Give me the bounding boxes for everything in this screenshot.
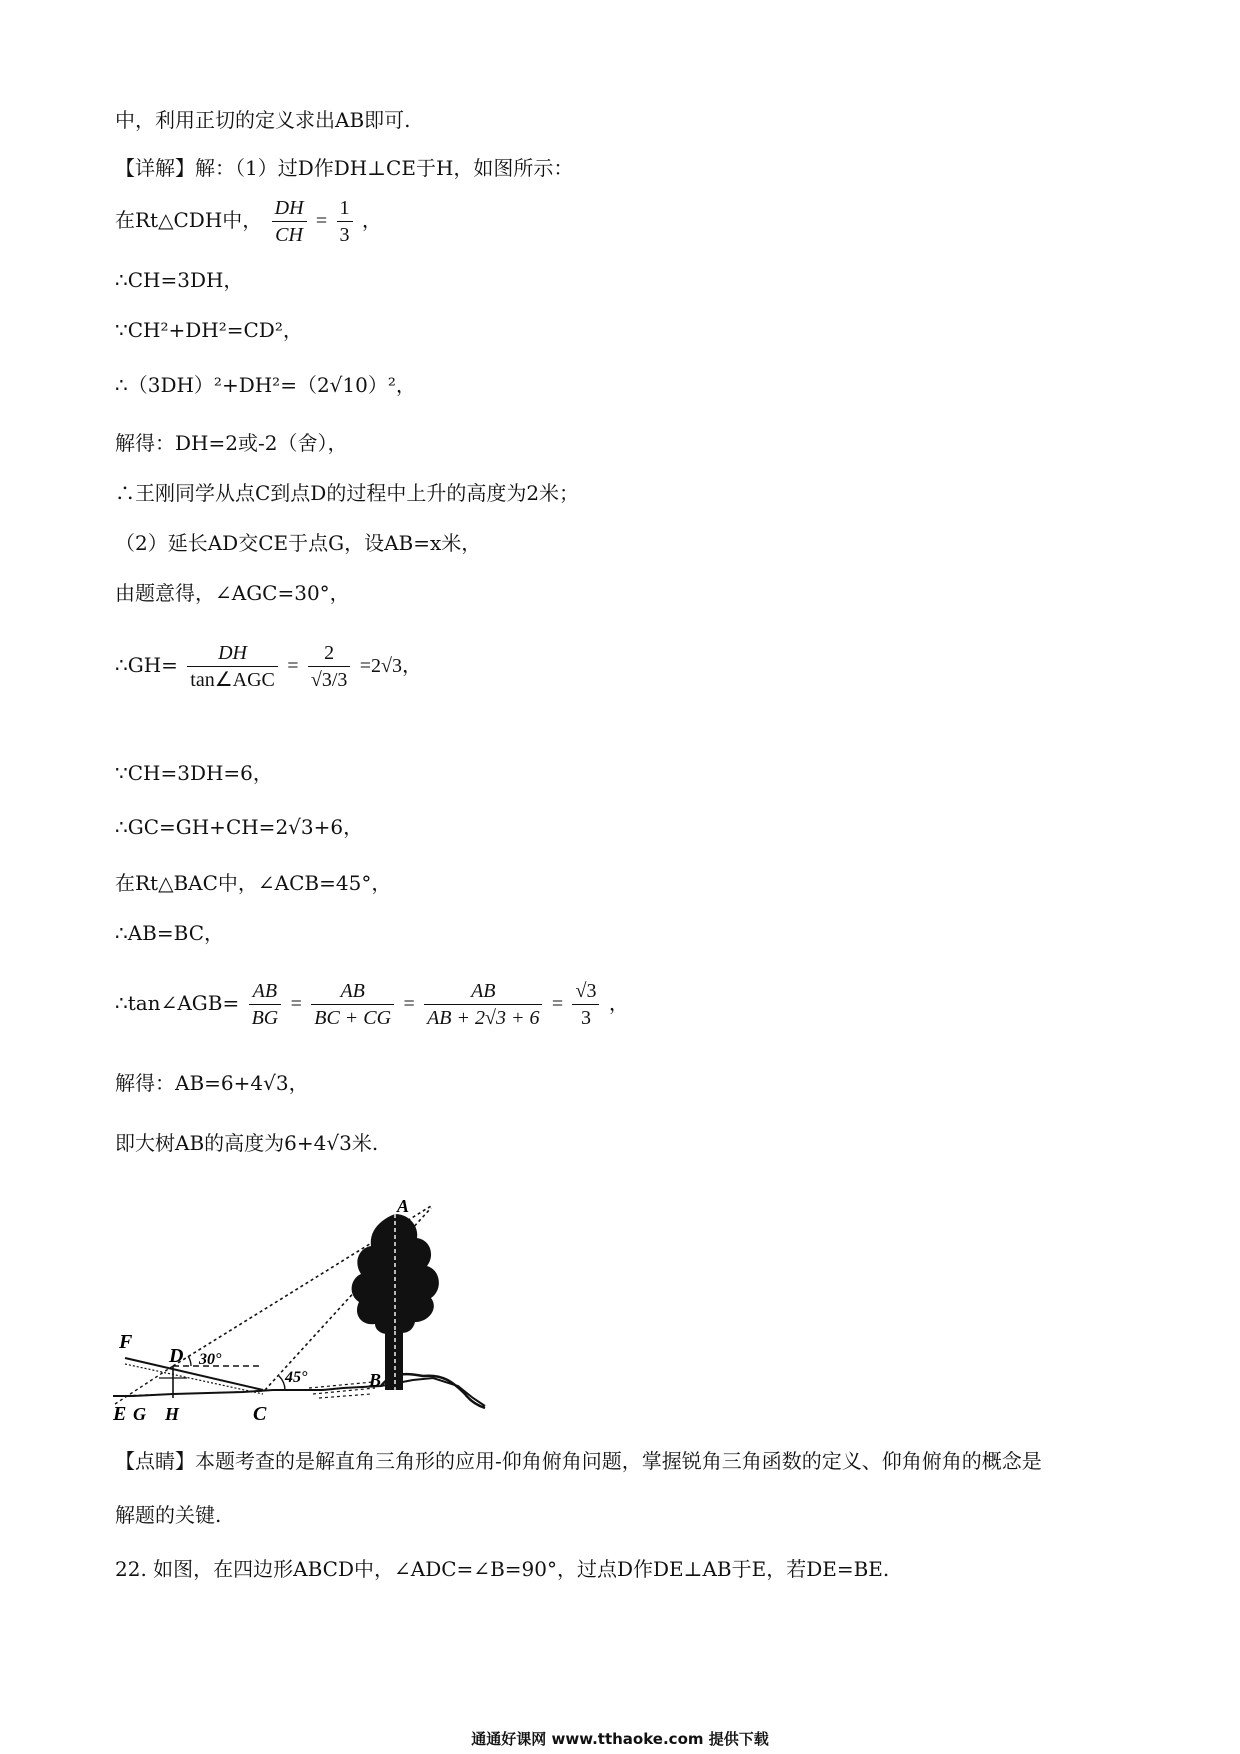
fraction-ab-ab-plus [424,978,542,1031]
fraction-numerator: AB [424,978,542,1005]
text-line-12 [115,758,273,788]
fraction-denominator: √3/3 [310,669,348,691]
line-13-text: ∴GC=GH+CH=2√3+6， [115,815,364,839]
text-line-18 [115,1128,378,1158]
fraction-numerator: 1 [337,195,353,222]
slope-line [125,1358,263,1390]
fraction-numerator: 2 [308,640,351,667]
line-ge [115,1366,173,1404]
comma: ， [608,991,629,1015]
line-3-prefix: 在Rt△CDH中， [115,208,263,232]
angle-arc-d [188,1356,191,1366]
line-19-text: 【点睛】本题考查的是解直角三角形的应用-仰角俯角问题，掌握锐角三角函数的定义、仰角俯角的概念是 [115,1449,1042,1473]
page-footer [0,1728,1240,1749]
text-line-3 [115,195,382,248]
footer-text: 通通好课网 www.tthaoke.com 提供下载 [471,1730,769,1748]
text-line-14 [115,868,391,898]
fraction-ab-bc-cg [311,978,394,1031]
text-line-1 [115,105,411,135]
tree-elevation-diagram [113,1198,493,1428]
text-line-16 [115,978,629,1031]
fraction-dh-ch [272,195,307,248]
label-b: B [369,1370,382,1390]
text-line-11 [115,640,422,693]
text-line-4 [115,265,243,295]
fraction-ab-bg [249,978,282,1031]
line-8-text: ∴王刚同学从点C到点D的过程中上升的高度为2米； [115,481,580,505]
line-20-text: 解题的关键. [115,1503,222,1527]
line-7-text: 解得：DH=2或-2（舍）， [115,431,348,455]
fraction-numerator: AB [249,978,282,1005]
label-d: D [169,1345,184,1367]
equals-sign: = [403,993,415,1015]
angle-label-c: 45° [285,1369,308,1386]
text-line-6 [115,370,416,400]
fraction-numerator: AB [311,978,394,1005]
fraction-root3-3 [572,978,599,1031]
fraction-denominator: CH [275,224,303,246]
fraction-denominator: 3 [580,1007,591,1029]
text-line-8 [115,478,579,508]
line-12-text: ∵CH=3DH=6， [115,761,273,785]
text-line-21 [115,1554,889,1584]
text-line-9 [115,528,481,558]
text-line-19 [115,1446,1042,1476]
fraction-denominator: AB + 2√3 + 6 [427,1007,540,1029]
text-line-10 [115,578,350,608]
line-9-text: （2）延长AD交CE于点G，设AB=x米， [115,531,482,555]
fraction-numerator: DH [187,640,278,667]
line-11-result: =2√3， [359,655,423,677]
line-5-text: ∵CH²+DH²=CD²， [115,318,303,342]
line-4-text: ∴CH=3DH， [115,268,244,292]
text-line-20 [115,1500,221,1530]
fraction-two-over-root3-3 [308,640,351,693]
label-c: C [253,1403,267,1425]
fraction-denominator: tan∠AGC [190,669,275,691]
line-10-text: 由题意得，∠AGC=30°， [115,581,350,605]
line-14-text: 在Rt△BAC中，∠ACB=45°， [115,871,392,895]
text-line-5 [115,315,303,345]
line-2-text: 【详解】解：（1）过D作DH⊥CE于H，如图所示： [115,156,574,180]
label-a: A [397,1198,410,1216]
line-6-text: ∴（3DH）²+DH²=（2√10）²， [115,373,416,397]
line-16-prefix: ∴tan∠AGB= [115,991,240,1015]
fraction-numerator: √3 [572,978,599,1005]
text-line-13 [115,812,363,842]
text-line-2 [115,153,573,183]
fraction-denominator: BC + CG [314,1007,392,1029]
equals-sign: = [551,993,564,1015]
comma: ， [361,208,382,232]
line-15-text: ∴AB=BC， [115,921,224,945]
text-line-7 [115,428,347,458]
fraction-numerator: DH [272,195,307,222]
equals-sign: = [315,210,328,232]
line-1-text: 中，利用正切的定义求出AB即可. [115,108,411,132]
equals-sign: = [290,993,302,1015]
equals-sign: = [287,655,299,677]
label-f: F [119,1331,133,1353]
line-11-prefix: ∴GH= [115,653,178,677]
label-e: E [113,1403,127,1425]
line-21-text: 22. 如图，在四边形ABCD中，∠ADC=∠B=90°，过点D作DE⊥AB于E，若DE=BE. [115,1557,890,1581]
fraction-denominator: 3 [339,224,350,246]
line-18-text: 即大树AB的高度为6+4√3米. [115,1131,379,1155]
fraction-denominator: BG [251,1007,279,1029]
slope-hatch [125,1364,263,1394]
angle-label-d: 30° [199,1351,222,1368]
text-line-17 [115,1068,309,1098]
fraction-dh-tan [187,640,278,693]
label-g: G [133,1404,146,1424]
text-line-15 [115,918,224,948]
label-h: H [165,1404,180,1424]
line-17-text: 解得：AB=6+4√3， [115,1071,309,1095]
fraction-one-third [337,195,353,248]
